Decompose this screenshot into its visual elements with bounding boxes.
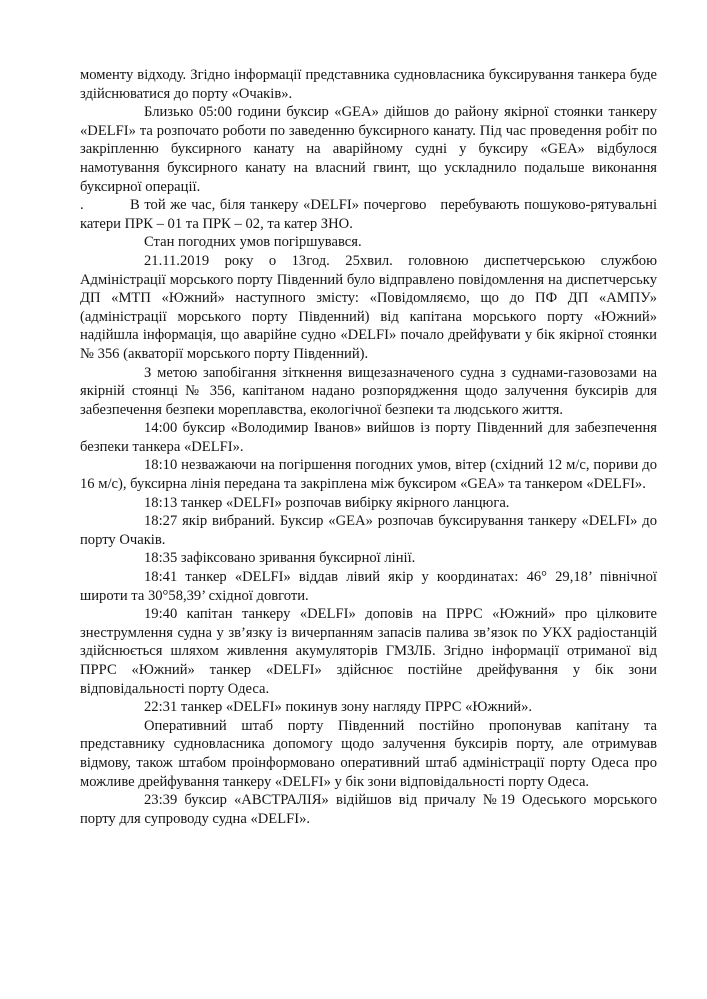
- paragraph-collision-prevention: З метою запобігання зіткнення вищезазначеного судна з суднами-газовозами на якірній стоянці № 356, капітаном надано розпорядження щодо залучення буксирів для забезпечення безпеки мореплавства, екологічної безпеки та людського життя.: [80, 364, 657, 418]
- paragraph-1810: 18:10 незважаючи на погіршення погодних умов, вітер (східний 12 м/с, пориви до 16 м/с), буксирна лінія передана та закріплена між буксиром «GEA» та танкером «DELFI».: [80, 457, 657, 493]
- paragraph-1827: 18:27 якір вибраний. Буксир «GEA» розпочав буксирування танкеру «DELFI» до порту Очаків.: [80, 513, 657, 548]
- paragraph-dispatch-message: 21.11.2019 року о 13год. 25хвил. головною диспетчерською службою Адміністрації морського порту Південний було відправлено повідомлення на диспетчерську ДП «МТП «Южний» наступного змісту: «Повідомляємо, що до ПФ ДП «АМПУ» (адміністрації морського порту Південний) від капітана морського порту «Южний» надійшла інформація, що аварійне судно «DELFI» почало дрейфувати у бік якірної стоянки № 356 (акваторії морського порту Південний).: [80, 252, 657, 362]
- paragraph-2231: 22:31 танкер «DELFI» покинув зону нагляду ПРРС «Южний».: [144, 699, 533, 716]
- paragraph-continuation: моменту відходу. Згідно інформації представника судновласника буксирування танкера буде здійснюватися до порту «Очаків».: [80, 67, 657, 102]
- paragraph-gea-arrival: Близько 05:00 години буксир «GEA» дійшов до району якірної стоянки танкеру «DELFI» та розпочато роботи по заведенню буксирного канату. Під час проведення робіт по закріпленню буксирного канату на аварійному судні у буксиру «GEA» відбулося намотування буксирного канату на власний гвинт, що ускладнило подальше виконання буксирної операції.: [80, 104, 657, 195]
- paragraph-1940: 19:40 капітан танкеру «DELFI» доповів на ПРРС «Южний» про цілковите знеструмлення судна у зв’язку із вичерпанням запасів палива зв’язок по УКХ радіостанцій здійснюється шляхом живлення акумуляторів ГМЗЛБ. Згідно інформації отриманої від ПРРС «Южний» танкер «DELFI» здійснює постійне дрейфування у бік зони відповідальності порту Одеса.: [80, 606, 657, 697]
- paragraph-1400: 14:00 буксир «Володимир Іванов» вийшов із порту Південний для забезпечення безпеки танкера «DELFI».: [80, 420, 657, 455]
- paragraph-2339: 23:39 буксир «АВСТРАЛІЯ» відійшов від причалу №19 Одеського морського порту для супроводу судна «DELFI».: [80, 792, 657, 827]
- paragraph-1841: 18:41 танкер «DELFI» віддав лівий якір у координатах: 46° 29,18’ північної широти та 30°58,39’ східної довготи.: [80, 569, 657, 604]
- paragraph-weather: Стан погодних умов погіршувався.: [144, 234, 362, 251]
- paragraph-rescue-boats: . В той же час, біля танкеру «DELFI» почергово перебувають пошуково-рятувальні катери ПРК – 01 та ПРК – 02, та катер ЗНО.: [80, 197, 665, 232]
- paragraph-operational-staff: Оперативний штаб порту Південний постійно пропонував капітану та представнику судновласника допомогу щодо залучення буксирів порту, але отримував відмову, також штабом проінформовано оперативний штаб адміністрації порту Одеса про можливе дрейфування танкеру «DELFI» у бік зони відповідальності порту Одеса.: [80, 717, 657, 790]
- paragraph-1813: 18:13 танкер «DELFI» розпочав вибірку якірного ланцюга.: [144, 494, 510, 511]
- paragraph-1835: 18:35 зафіксовано зривання буксирної лінії.: [144, 550, 416, 567]
